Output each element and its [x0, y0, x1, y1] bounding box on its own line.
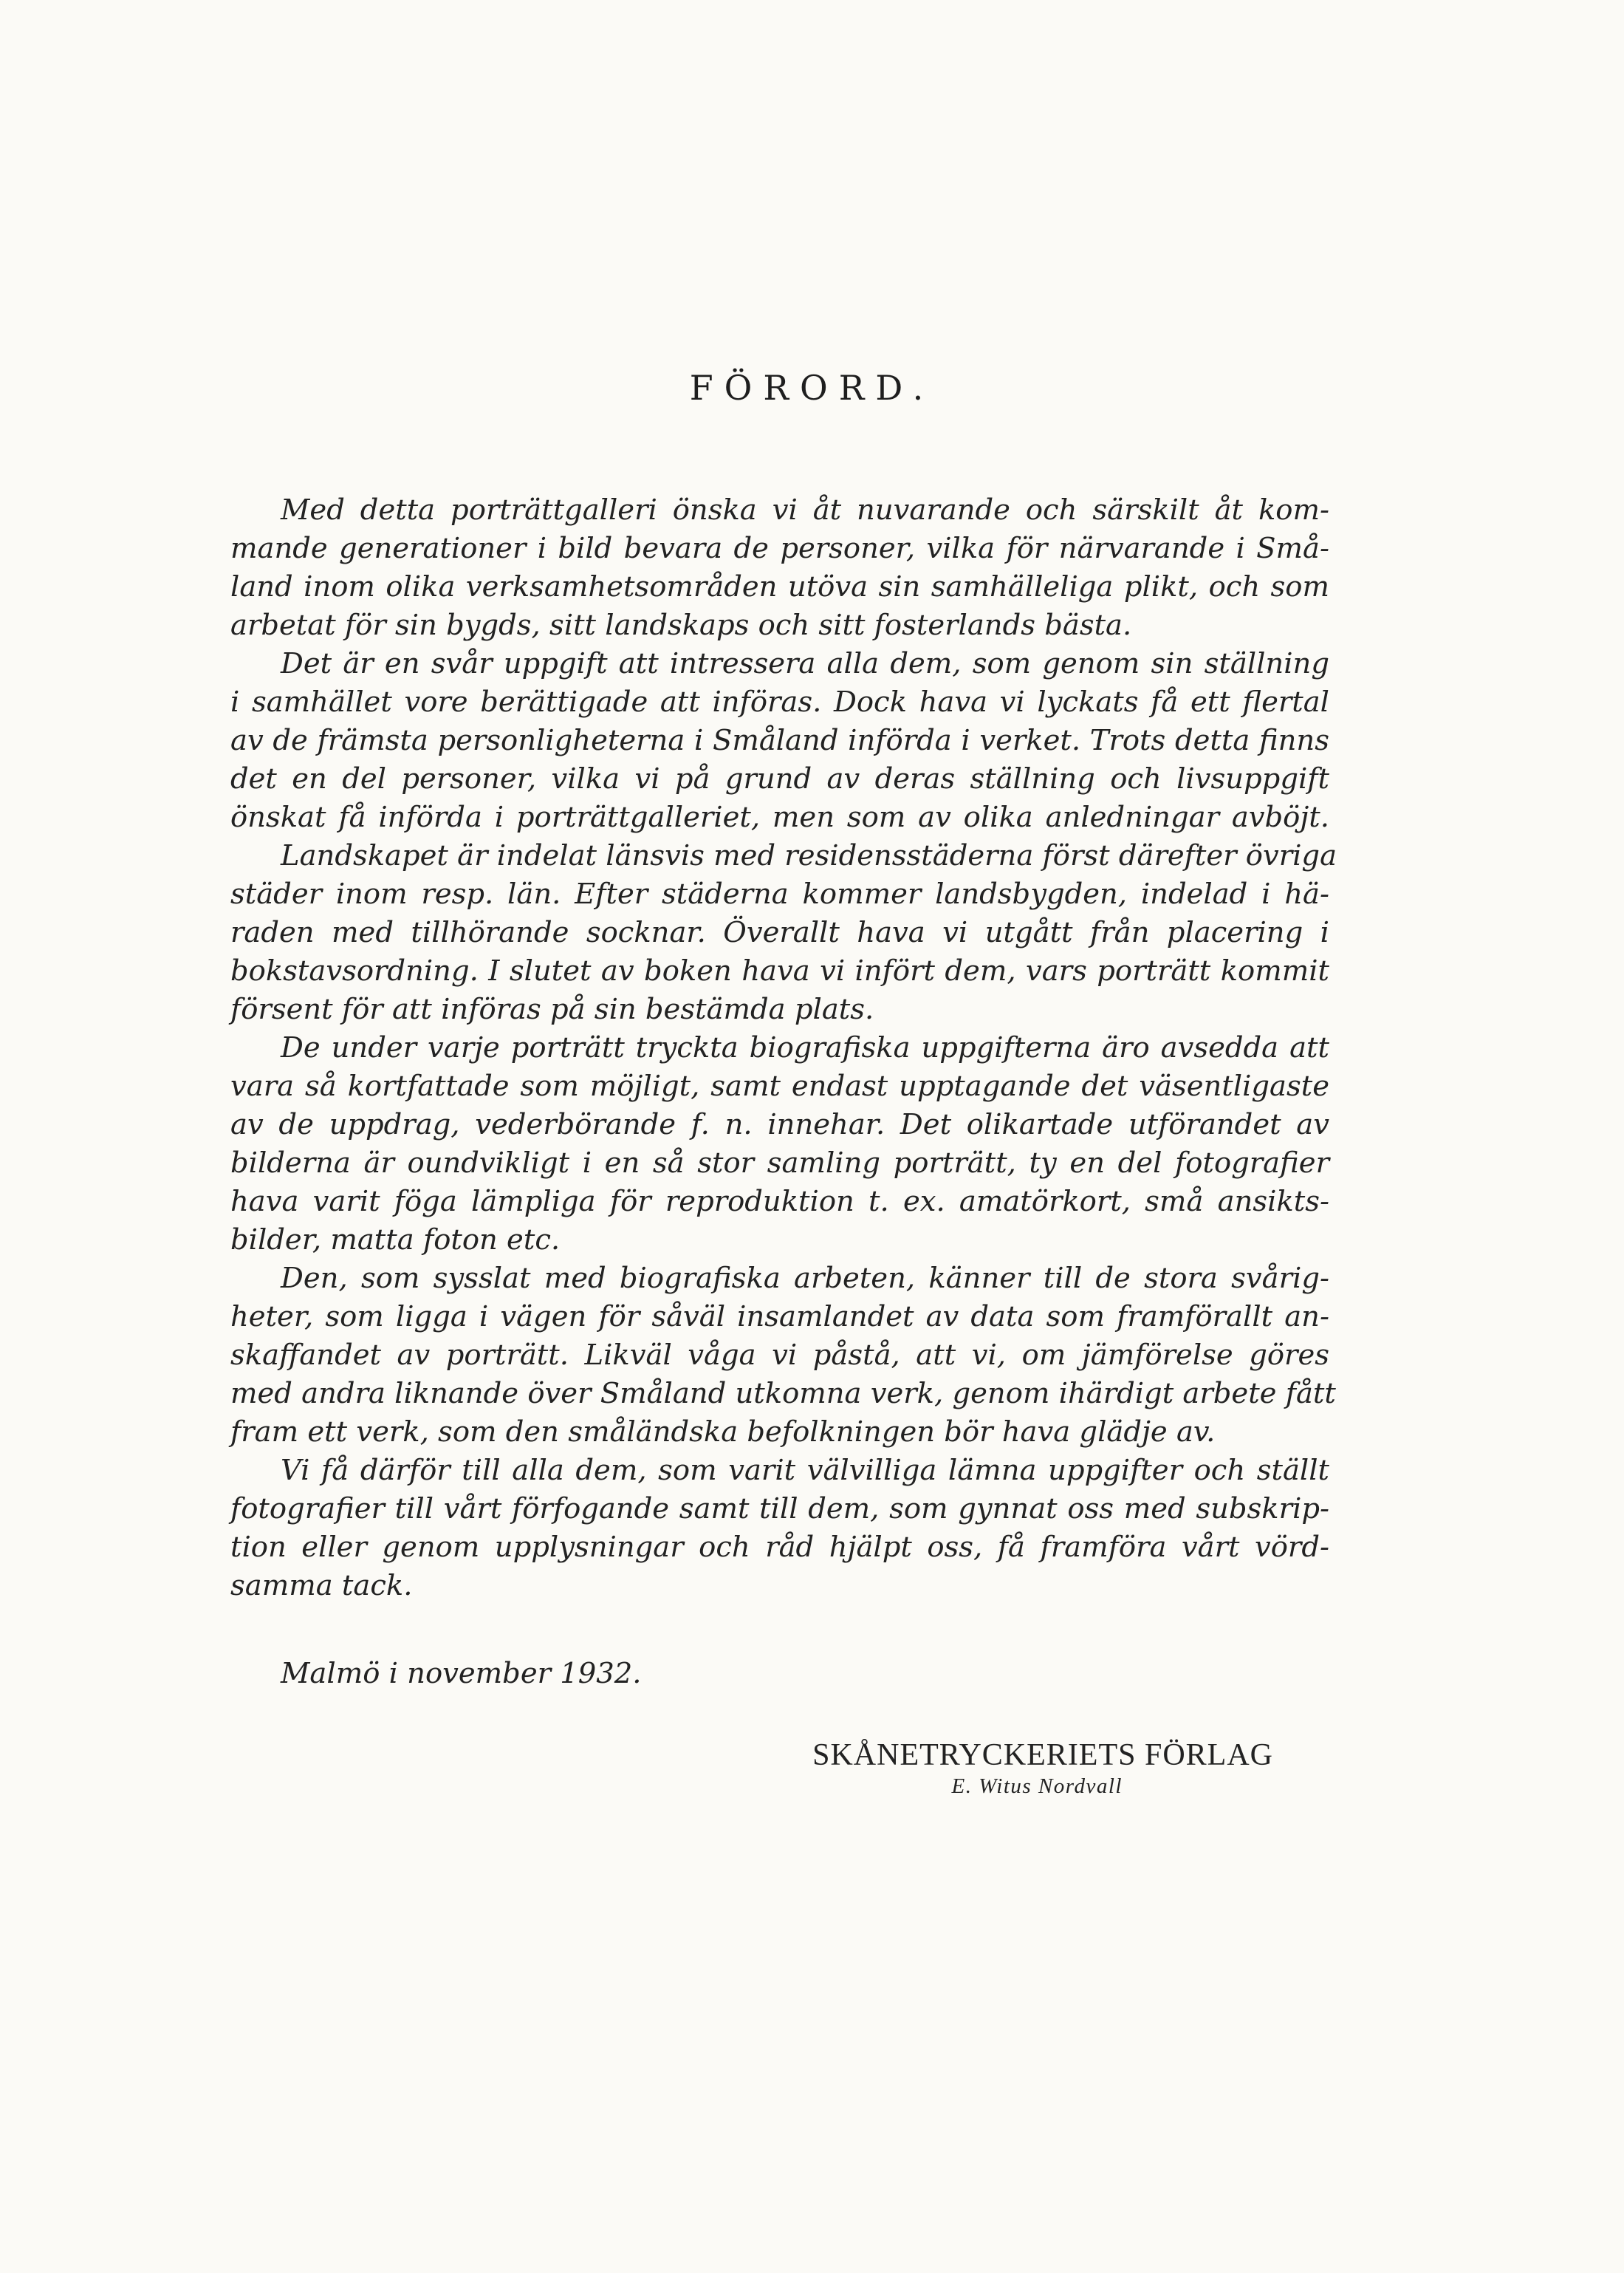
text-line: fram ett verk, som den småländska befolkningen bör hava glädje av. — [230, 1415, 1216, 1449]
text-line: med andra liknande över Småland utkomna verk, genom ihärdigt arbete fått — [230, 1377, 1336, 1410]
text-line: Med detta porträttgalleri önska vi åt nuvarande och särskilt åt kom- — [281, 493, 1329, 527]
text-line: städer inom resp. län. Efter städerna kommer landsbygden, indelad i hä- — [230, 878, 1329, 911]
text-line: bilder, matta foton etc. — [230, 1223, 561, 1257]
signer-name: E. Witus Nordvall — [951, 1774, 1123, 1798]
text-line: det en del personer, vilka vi på grund av deras ställning och livsuppgift — [230, 762, 1329, 796]
place-date: Malmö i november 1932. — [281, 1657, 642, 1690]
text-line: av de främsta personligheterna i Småland införda i verket. Trots detta finns — [230, 724, 1329, 757]
text-line: De under varje porträtt tryckta biografiska uppgifterna äro avsedda att — [281, 1031, 1329, 1064]
text-line: hava varit föga lämpliga för reproduktion t. ex. amatörkort, små ansikts- — [230, 1185, 1329, 1218]
text-line: land inom olika verksamhetsområden utöva sin samhälleliga plikt, och som — [230, 570, 1329, 604]
text-line: bilderna är oundvikligt i en så stor samling porträtt, ty en del fotografier — [230, 1146, 1329, 1180]
text-line: arbetat för sin bygds, sitt landskaps och sitt fosterlands bästa. — [230, 609, 1132, 642]
text-line: Vi få därför till alla dem, som varit välvilliga lämna uppgifter och ställt — [281, 1454, 1329, 1487]
text-line: heter, som ligga i vägen för såväl insamlandet av data som framförallt an- — [230, 1300, 1329, 1333]
text-line: i samhället vore berättigade att införas. Dock hava vi lyckats få ett flertal — [230, 686, 1329, 719]
text-line: försent för att införas på sin bestämda plats. — [230, 993, 874, 1026]
page-title: FÖRORD. — [689, 368, 935, 408]
text-line: bokstavsordning. I slutet av boken hava vi infört dem, vars porträtt kommit — [230, 954, 1329, 988]
text-line: samma tack. — [230, 1569, 413, 1602]
text-line: vara så kortfattade som möjligt, samt endast upptagande det väsentligaste — [230, 1070, 1329, 1103]
text-line: raden med tillhörande socknar. Överallt hava vi utgått från placering i — [230, 916, 1329, 949]
text-line: av de uppdrag, vederbörande f. n. innehar. Det olikartade utförandet av — [230, 1108, 1329, 1141]
body-text — [230, 491, 1337, 1605]
text-line: fotografier till vårt förfogande samt till dem, som gynnat oss med subskrip- — [230, 1492, 1329, 1525]
text-line: Landskapet är indelat länsvis med residensstäderna först därefter övriga — [281, 839, 1337, 872]
text-line: mande generationer i bild bevara de personer, vilka för närvarande i Små- — [230, 532, 1329, 565]
text-line: Det är en svår uppgift att intressera alla dem, som genom sin ställning — [281, 647, 1329, 680]
text-line: tion eller genom upplysningar och råd hjälpt oss, få framföra vårt vörd- — [230, 1531, 1329, 1564]
publisher-name: SKÅNETRYCKERIETS FÖRLAG — [812, 1738, 1273, 1772]
text-line: skaffandet av porträtt. Likväl våga vi påstå, att vi, om jämförelse göres — [230, 1339, 1329, 1372]
text-line: Den, som sysslat med biografiska arbeten, känner till de stora svårig- — [281, 1262, 1329, 1295]
text-line: önskat få införda i porträttgalleriet, men som av olika anledningar avböjt. — [230, 801, 1329, 834]
